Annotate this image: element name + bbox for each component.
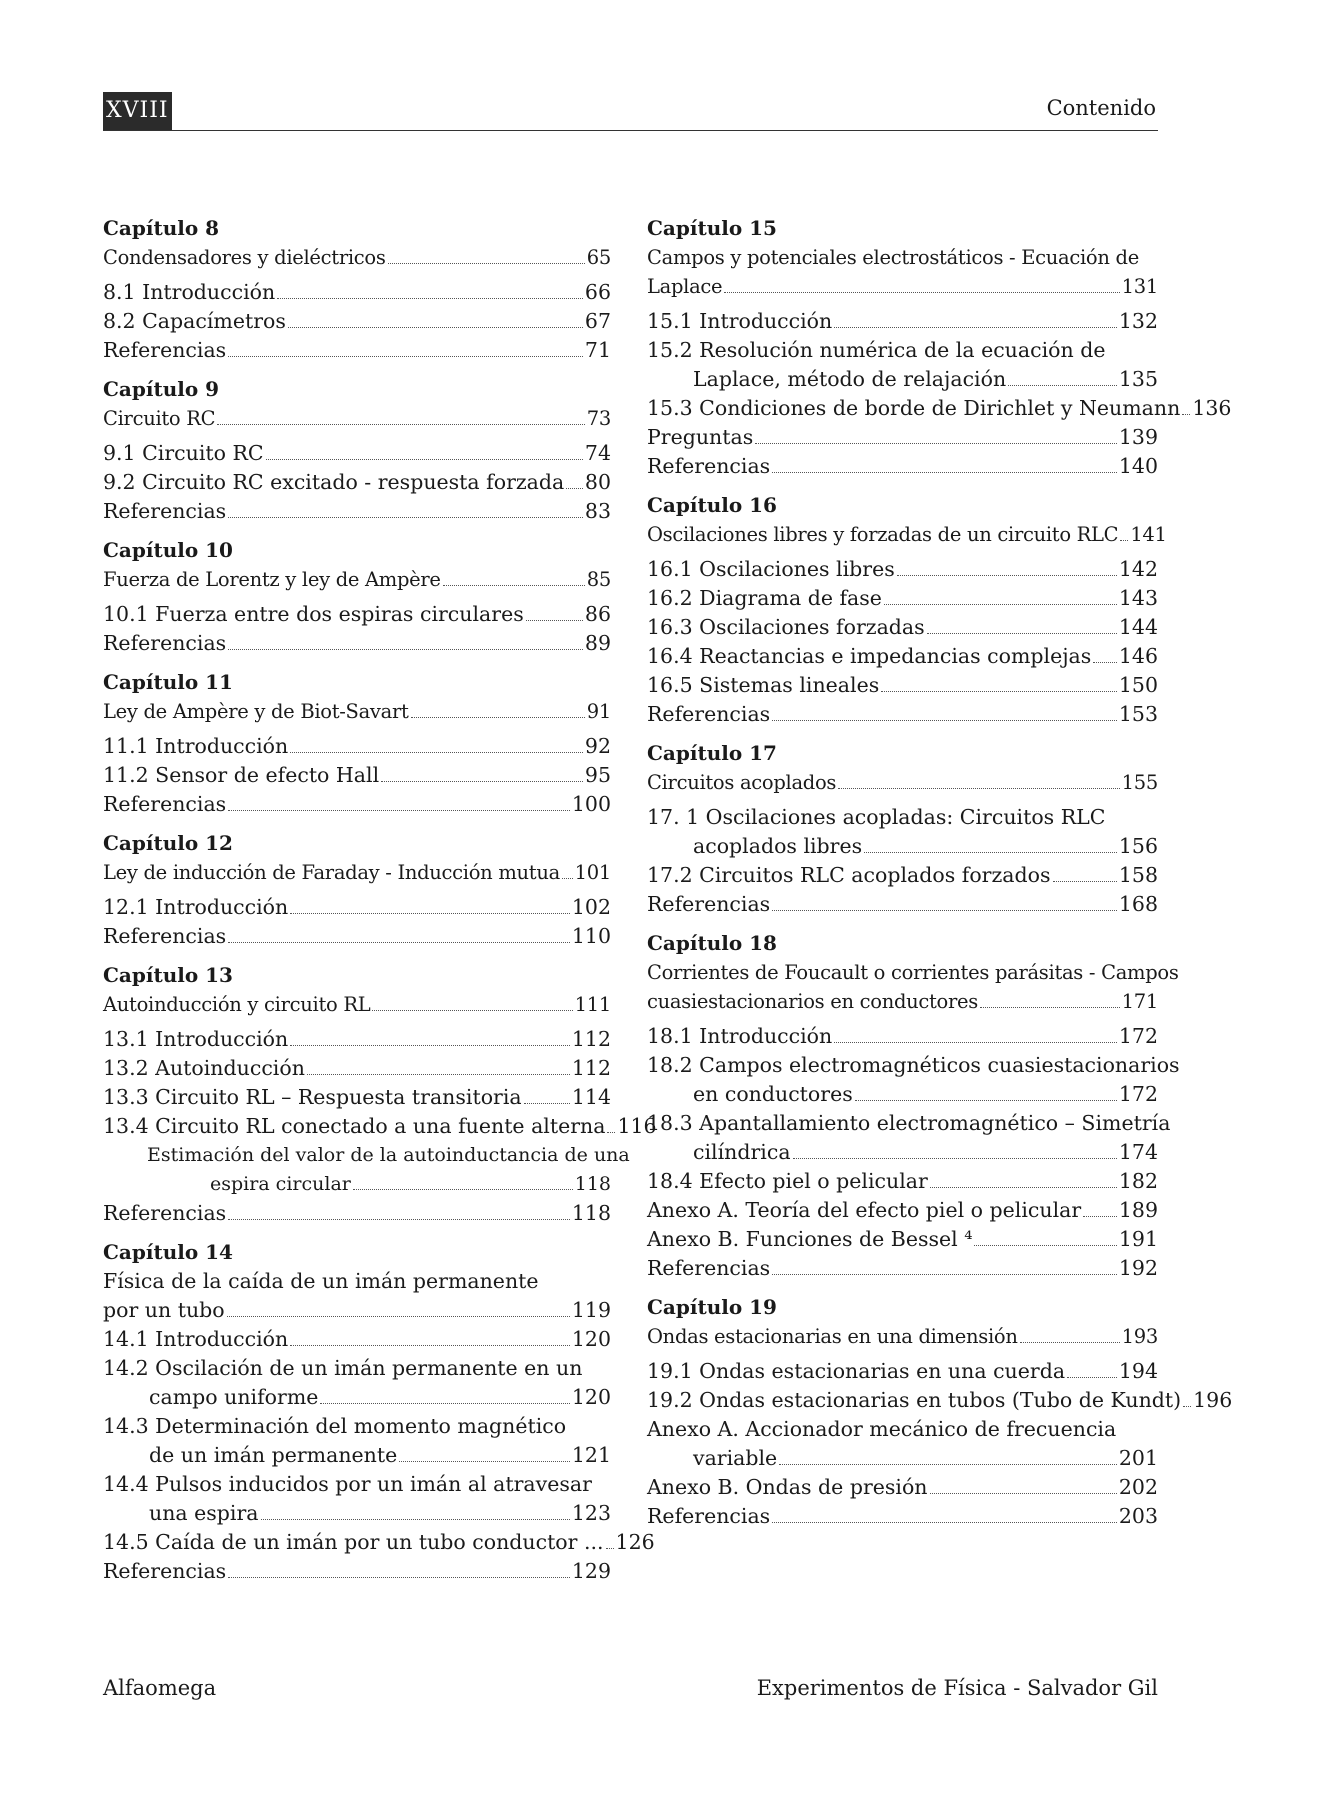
dot-leader [411, 717, 585, 718]
dot-leader [1008, 385, 1117, 386]
toc-entry[interactable] [647, 1357, 1158, 1386]
entry-page-number: 73 [586, 407, 611, 430]
entry-page-number: 171 [1121, 990, 1158, 1013]
dot-leader [228, 810, 570, 811]
toc-chapter [103, 536, 611, 658]
toc-chapter [647, 1293, 1233, 1531]
toc-entry[interactable] [103, 1083, 611, 1112]
entry-page-number: 67 [584, 309, 611, 333]
entry-page-number: 201 [1118, 1446, 1158, 1470]
toc-entry[interactable] [103, 439, 611, 468]
dot-leader [381, 781, 583, 782]
dot-leader [607, 1132, 615, 1133]
entry-title: en conductores [693, 1082, 853, 1106]
toc-entry[interactable] [103, 1441, 611, 1470]
entry-page-number: 114 [571, 1085, 611, 1109]
toc-chapter [103, 214, 611, 365]
dot-leader [399, 1461, 570, 1462]
entry-page-number: 146 [1118, 644, 1158, 668]
dot-leader [277, 298, 583, 299]
entry-page-number: 194 [1118, 1359, 1158, 1383]
entry-page-number: 112 [571, 1056, 611, 1080]
entry-title: 18.1 Introducción [647, 1024, 833, 1048]
entry-title: Anexo A. Teoría del efecto piel o pelicular [647, 1198, 1082, 1222]
entry-page-number: 168 [1118, 892, 1158, 916]
entry-page-number: 120 [571, 1385, 611, 1409]
toc-entry[interactable] [103, 1170, 611, 1199]
chapter-title: Capítulo 18 [647, 931, 777, 955]
dot-leader [1083, 1216, 1117, 1217]
dot-leader [772, 1522, 1117, 1523]
entry-title: 17.2 Circuitos RLC acoplados forzados [647, 863, 1051, 887]
entry-title: 15.3 Condiciones de borde de Dirichlet y Neumann [647, 396, 1181, 420]
toc-entry[interactable] [647, 1502, 1158, 1531]
toc-entry[interactable] [103, 404, 611, 433]
entry-page-number: 203 [1118, 1504, 1158, 1528]
toc-entry[interactable] [103, 468, 611, 497]
toc-entry[interactable] [647, 1473, 1158, 1502]
dot-leader [724, 292, 1119, 293]
entry-page-number: 135 [1118, 367, 1158, 391]
dot-leader [290, 1045, 570, 1046]
dot-leader [1067, 1377, 1117, 1378]
toc-entry-text: 15.2 Resolución numérica de la ecuación de [647, 338, 1106, 362]
chapter-title: Capítulo 9 [103, 377, 220, 401]
toc-entry[interactable] [647, 832, 1158, 861]
entry-title: 16.3 Oscilaciones forzadas [647, 615, 925, 639]
footer-publisher: Alfaomega [103, 1676, 217, 1700]
entry-title: Laplace, método de relajación [693, 367, 1007, 391]
entry-page-number: 193 [1121, 1325, 1158, 1348]
entry-page-number: 172 [1118, 1024, 1158, 1048]
entry-title: 16.4 Reactancias e impedancias complejas [647, 644, 1092, 668]
toc-entry-text: 14.2 Oscilación de un imán permanente en un [103, 1356, 583, 1380]
chapter-title: Capítulo 19 [647, 1295, 777, 1319]
toc-chapter [103, 961, 657, 1228]
dot-leader [261, 1519, 570, 1520]
toc-column-right [647, 214, 1233, 1541]
toc-entry[interactable] [103, 565, 611, 594]
dot-leader [1182, 414, 1190, 415]
entry-title: 14.5 Caída de un imán por un tubo conductor ... [103, 1530, 604, 1554]
toc-entry[interactable] [103, 732, 611, 761]
toc-entry[interactable] [647, 307, 1158, 336]
entry-page-number: 131 [1121, 275, 1158, 298]
dot-leader [526, 620, 583, 621]
entry-page-number: 172 [1118, 1082, 1158, 1106]
dot-leader [307, 1074, 570, 1075]
toc-entry[interactable] [647, 365, 1158, 394]
entry-page-number: 74 [584, 441, 611, 465]
dot-leader [772, 720, 1117, 721]
chapter-title: Capítulo 15 [647, 216, 777, 240]
entry-page-number: 136 [1192, 396, 1232, 420]
entry-title: 12.1 Introducción [103, 895, 289, 919]
toc-entry[interactable] [647, 452, 1158, 481]
entry-title: cilíndrica [693, 1140, 791, 1164]
dot-leader [855, 1100, 1117, 1101]
toc-entry-text: Anexo A. Accionador mecánico de frecuencia [647, 1417, 1117, 1441]
entry-page-number: 92 [584, 734, 611, 758]
entry-page-number: 155 [1121, 771, 1158, 794]
entry-title: Referencias [103, 792, 227, 816]
entry-title: 9.2 Circuito RC excitado - respuesta forzada [103, 470, 565, 494]
dot-leader [228, 1577, 570, 1578]
toc-entry[interactable] [647, 1138, 1158, 1167]
entry-page-number: 132 [1118, 309, 1158, 333]
toc-chapter [647, 491, 1167, 729]
entry-title: 13.4 Circuito RL conectado a una fuente alterna [103, 1114, 606, 1138]
entry-title: Laplace [647, 275, 723, 298]
toc-entry[interactable] [103, 336, 611, 365]
dot-leader [884, 604, 1117, 605]
entry-page-number: 191 [1118, 1227, 1158, 1251]
toc-chapter [103, 829, 611, 951]
toc-entry[interactable] [103, 278, 611, 307]
entry-page-number: 121 [571, 1443, 611, 1467]
toc-chapter [647, 214, 1232, 481]
entry-title: Referencias [647, 1256, 771, 1280]
entry-title: 16.2 Diagrama de fase [647, 586, 882, 610]
dot-leader [562, 878, 573, 879]
page-number: XVIII [103, 92, 172, 130]
toc-entry[interactable] [103, 1528, 655, 1557]
dot-leader [353, 1189, 573, 1190]
dot-leader [881, 691, 1117, 692]
toc-entry-text: Campos y potenciales electrostáticos - Ecuación de [647, 246, 1139, 269]
entry-page-number: 65 [586, 246, 611, 269]
entry-page-number: 192 [1118, 1256, 1158, 1280]
entry-title: variable [693, 1446, 778, 1470]
toc-entry[interactable] [647, 1254, 1158, 1283]
dot-leader [524, 1103, 570, 1104]
entry-title: 19.1 Ondas estacionarias en una cuerda [647, 1359, 1066, 1383]
entry-page-number: 158 [1118, 863, 1158, 887]
footer-book-title: Experimentos de Física - Salvador Gil [756, 1676, 1158, 1700]
entry-page-number: 118 [574, 1173, 611, 1195]
entry-page-number: 95 [584, 763, 611, 787]
entry-page-number: 111 [574, 993, 611, 1016]
toc-entry[interactable] [103, 761, 611, 790]
entry-title: Condensadores y dieléctricos [103, 246, 386, 269]
chapter-title: Capítulo 11 [103, 670, 233, 694]
toc-entry[interactable] [647, 394, 1232, 423]
entry-page-number: 189 [1118, 1198, 1158, 1222]
entry-page-number: 101 [574, 861, 611, 884]
entry-title: Anexo B. Ondas de presión [647, 1475, 928, 1499]
toc-entry-text: 18.3 Apantallamiento electromagnético – Simetría [647, 1111, 1171, 1135]
toc-chapter [647, 929, 1180, 1283]
dot-leader [372, 1010, 572, 1011]
entry-title: 19.2 Ondas estacionarias en tubos (Tubo de Kundt) [647, 1388, 1182, 1412]
entry-page-number: 153 [1118, 702, 1158, 726]
entry-page-number: 85 [586, 568, 611, 591]
entry-page-number: 202 [1118, 1475, 1158, 1499]
entry-title: 14.1 Introducción [103, 1327, 289, 1351]
toc-entry[interactable] [647, 1080, 1158, 1109]
entry-title: Ley de inducción de Faraday - Inducción mutua [103, 861, 560, 884]
dot-leader [606, 1548, 614, 1549]
toc-entry[interactable] [647, 700, 1158, 729]
entry-title: cuasiestacionarios en conductores [647, 990, 978, 1013]
dot-leader [1020, 1342, 1120, 1343]
entry-title: Autoinducción y circuito RL [103, 993, 371, 1016]
dot-leader [266, 459, 583, 460]
entry-title: Referencias [103, 631, 227, 655]
dot-leader [320, 1403, 569, 1404]
entry-title: campo uniforme [149, 1385, 319, 1409]
entry-page-number: 102 [571, 895, 611, 919]
toc-column-left [103, 214, 657, 1596]
dot-leader [772, 472, 1117, 473]
entry-title: Circuito RC [103, 407, 216, 430]
toc-chapter [103, 375, 611, 526]
toc-entry[interactable] [103, 1325, 611, 1354]
entry-title: por un tubo [103, 1298, 225, 1322]
toc-entry-text: Estimación del valor de la autoinductancia de una [147, 1144, 630, 1166]
toc-entry[interactable] [103, 1199, 611, 1228]
dot-leader [1053, 881, 1117, 882]
toc-entry[interactable] [103, 893, 611, 922]
chapter-title: Capítulo 8 [103, 216, 220, 240]
toc-entry[interactable] [647, 642, 1158, 671]
chapter-title: Capítulo 12 [103, 831, 233, 855]
entry-title: 9.1 Circuito RC [103, 441, 264, 465]
dot-leader [974, 1245, 1116, 1246]
dot-leader [772, 1274, 1117, 1275]
toc-entry[interactable] [103, 497, 611, 526]
dot-leader [443, 585, 585, 586]
entry-title: 11.2 Sensor de efecto Hall [103, 763, 380, 787]
dot-leader [930, 1493, 1117, 1494]
dot-leader [1183, 1406, 1191, 1407]
toc-entry[interactable] [103, 1025, 611, 1054]
entry-title: Referencias [103, 499, 227, 523]
dot-leader [227, 1316, 570, 1317]
toc-entry[interactable] [103, 629, 611, 658]
entry-title: Fuerza de Lorentz y ley de Ampère [103, 568, 441, 591]
entry-title: 8.1 Introducción [103, 280, 276, 304]
entry-title: Referencias [647, 702, 771, 726]
dot-leader [838, 788, 1120, 789]
entry-page-number: 119 [571, 1298, 611, 1322]
toc-entry-text: Corrientes de Foucault o corrientes parásitas - Campos [647, 961, 1179, 984]
entry-page-number: 142 [1118, 557, 1158, 581]
entry-page-number: 144 [1118, 615, 1158, 639]
toc-entry[interactable] [647, 1444, 1158, 1473]
toc-entry[interactable] [647, 1022, 1158, 1051]
dot-leader [793, 1158, 1117, 1159]
toc-entry[interactable] [647, 272, 1158, 301]
toc-entry[interactable] [103, 1557, 611, 1586]
entry-page-number: 156 [1118, 834, 1158, 858]
entry-page-number: 86 [584, 602, 611, 626]
toc-entry[interactable] [647, 1167, 1158, 1196]
dot-leader [834, 1042, 1117, 1043]
page-header [103, 90, 1158, 131]
entry-page-number: 196 [1193, 1388, 1233, 1412]
toc-entry[interactable] [647, 423, 1158, 452]
dot-leader [228, 1219, 570, 1220]
dot-leader [228, 356, 583, 357]
toc-entry[interactable] [103, 1296, 611, 1325]
entry-title: 10.1 Fuerza entre dos espiras circulares [103, 602, 524, 626]
entry-page-number: 116 [617, 1114, 657, 1138]
toc-entry-text: 14.3 Determinación del momento magnético [103, 1414, 567, 1438]
entry-page-number: 118 [571, 1201, 611, 1225]
entry-title: 13.3 Circuito RL – Respuesta transitoria [103, 1085, 522, 1109]
entry-title: 8.2 Capacímetros [103, 309, 286, 333]
dot-leader [217, 424, 585, 425]
entry-title: Referencias [647, 892, 771, 916]
toc-entry[interactable] [103, 1499, 611, 1528]
toc-entry[interactable] [647, 520, 1167, 549]
entry-page-number: 182 [1118, 1169, 1158, 1193]
dot-leader [927, 633, 1117, 634]
dot-leader [388, 263, 585, 264]
toc-entry[interactable] [647, 1196, 1158, 1225]
entry-title: 16.1 Oscilaciones libres [647, 557, 895, 581]
dot-leader [290, 1345, 570, 1346]
toc-chapter [103, 1238, 655, 1586]
entry-title: Referencias [647, 1504, 771, 1528]
toc-entry-text: 17. 1 Oscilaciones acopladas: Circuitos RLC [647, 805, 1106, 829]
toc-entry[interactable] [647, 671, 1158, 700]
entry-page-number: 80 [584, 470, 611, 494]
entry-page-number: 91 [586, 700, 611, 723]
entry-title: espira circular [210, 1173, 351, 1195]
toc-entry[interactable] [647, 1386, 1233, 1415]
entry-page-number: 139 [1118, 425, 1158, 449]
toc-chapter [647, 739, 1158, 919]
chapter-title: Capítulo 10 [103, 538, 233, 562]
entry-page-number: 141 [1130, 523, 1167, 546]
entry-title: 11.1 Introducción [103, 734, 289, 758]
entry-title: Referencias [103, 1559, 227, 1583]
dot-leader [864, 852, 1117, 853]
toc-entry[interactable] [103, 243, 611, 272]
entry-page-number: 126 [615, 1530, 655, 1554]
entry-title: Ondas estacionarias en una dimensión [647, 1325, 1018, 1348]
dot-leader [228, 942, 570, 943]
toc-entry[interactable] [647, 1322, 1158, 1351]
toc-chapter [103, 668, 611, 819]
entry-title: de un imán permanente [149, 1443, 398, 1467]
dot-leader [930, 1187, 1117, 1188]
toc-entry[interactable] [647, 1225, 1158, 1254]
entry-title: una espira [149, 1501, 259, 1525]
toc-entry[interactable] [103, 858, 611, 887]
toc-entry[interactable] [647, 613, 1158, 642]
toc-entry[interactable] [103, 697, 611, 726]
entry-page-number: 140 [1118, 454, 1158, 478]
toc-entry[interactable] [103, 1054, 611, 1083]
dot-leader [228, 517, 583, 518]
toc-entry[interactable] [103, 990, 611, 1019]
toc-entry[interactable] [103, 1112, 657, 1141]
entry-title: Anexo B. Funciones de Bessel ⁴ [647, 1227, 973, 1251]
entry-title: 13.2 Autoinducción [103, 1056, 305, 1080]
toc-entry[interactable] [647, 890, 1158, 919]
chapter-title: Capítulo 16 [647, 493, 777, 517]
entry-title: Circuitos acoplados [647, 771, 837, 794]
entry-page-number: 129 [571, 1559, 611, 1583]
entry-title: 13.1 Introducción [103, 1027, 289, 1051]
entry-title: Referencias [103, 338, 227, 362]
toc-entry[interactable] [647, 861, 1158, 890]
entry-title: Referencias [647, 454, 771, 478]
entry-title: 15.1 Introducción [647, 309, 833, 333]
entry-page-number: 174 [1118, 1140, 1158, 1164]
entry-title: Preguntas [647, 425, 754, 449]
entry-page-number: 110 [571, 924, 611, 948]
toc-entry[interactable] [647, 555, 1158, 584]
toc-entry[interactable] [647, 584, 1158, 613]
dot-leader [755, 443, 1117, 444]
entry-page-number: 100 [571, 792, 611, 816]
chapter-title: Capítulo 13 [103, 963, 233, 987]
entry-title: 18.4 Efecto piel o pelicular [647, 1169, 928, 1193]
entry-page-number: 123 [571, 1501, 611, 1525]
dot-leader [288, 327, 583, 328]
toc-entry[interactable] [103, 790, 611, 819]
toc-entry-text: 14.4 Pulsos inducidos por un imán al atravesar [103, 1472, 592, 1496]
entry-page-number: 89 [584, 631, 611, 655]
entry-title: Referencias [103, 924, 227, 948]
entry-page-number: 83 [584, 499, 611, 523]
toc-entry-text: Física de la caída de un imán permanente [103, 1269, 539, 1293]
toc-entry[interactable] [103, 307, 611, 336]
toc-entry[interactable] [647, 768, 1158, 797]
toc-entry[interactable] [103, 1383, 611, 1412]
chapter-title: Capítulo 14 [103, 1240, 233, 1264]
entry-title: Ley de Ampère y de Biot-Savart [103, 700, 409, 723]
dot-leader [290, 752, 583, 753]
entry-page-number: 66 [584, 280, 611, 304]
section-title: Contenido [1046, 96, 1156, 120]
entry-page-number: 150 [1118, 673, 1158, 697]
entry-title: Oscilaciones libres y forzadas de un circuito RLC [647, 523, 1119, 546]
entry-page-number: 71 [584, 338, 611, 362]
dot-leader [772, 910, 1117, 911]
dot-leader [1120, 540, 1128, 541]
entry-page-number: 120 [571, 1327, 611, 1351]
dot-leader [290, 913, 570, 914]
dot-leader [228, 649, 583, 650]
dot-leader [779, 1464, 1117, 1465]
toc-entry[interactable] [103, 600, 611, 629]
toc-entry-text: 18.2 Campos electromagnéticos cuasiestacionarios [647, 1053, 1180, 1077]
toc-entry[interactable] [103, 922, 611, 951]
entry-page-number: 143 [1118, 586, 1158, 610]
dot-leader [980, 1007, 1120, 1008]
dot-leader [566, 488, 583, 489]
chapter-title: Capítulo 17 [647, 741, 777, 765]
dot-leader [897, 575, 1117, 576]
dot-leader [834, 327, 1117, 328]
toc-entry[interactable] [647, 987, 1158, 1016]
entry-title: acoplados libres [693, 834, 863, 858]
entry-page-number: 112 [571, 1027, 611, 1051]
entry-title: 16.5 Sistemas lineales [647, 673, 880, 697]
entry-title: Referencias [103, 1201, 227, 1225]
dot-leader [1093, 662, 1117, 663]
